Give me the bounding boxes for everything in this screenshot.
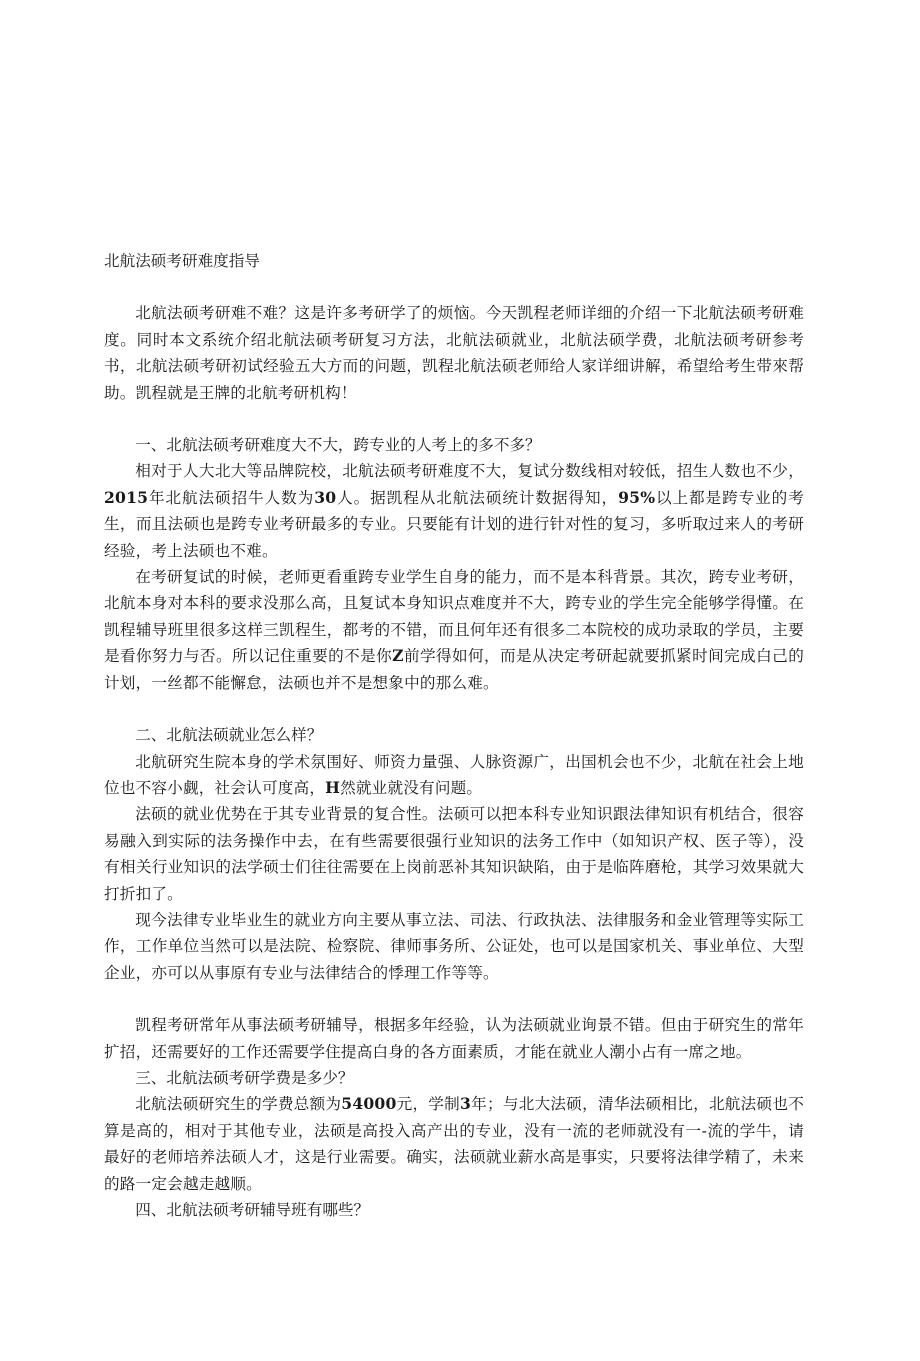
text-run: 以上都是跨专业的考生，而且法硕也是跨专业考研最多的专业。只要能有计划的进行针对性的复习，多听取过来人的考研经验，考上法硕也不难。: [104, 488, 804, 560]
spacer: [104, 696, 804, 722]
section-1-heading: 一、北航法硕考研难度大不大，跨专业的人考上的多不多？: [135, 436, 541, 455]
section-2-paragraph-4: 凯程考研常年从事法硕考研辅导，根据多年经验，认为法硕就业询景不错。但由于研究生的常年扩招，还需要好的工作还需要学住提高白身的各方面素质，才能在就业人潮小占有一席之地。: [104, 1016, 804, 1061]
section-2-paragraph-2: 法硕的就业优势在于其专业背景的复合性。法硕可以把本科专业知识跟法律知识有机结合，很容易融入到实际的法务操作中去，在有些需要很强行业知识的法务工作中（如知识产权、医子等），没有相关行业知识的法学硕士们往往需要在上岗前恶补其知识缺陷，由于是临阵磨枪，其学习效果就大打折扣了。: [104, 805, 804, 903]
text-run: 前学得如何，而是从决定考研起就要抓紧时间完成白己的计划，一丝都不能懈怠，法硕也并不是想象中的那么难。: [104, 647, 804, 692]
document-page: [104, 248, 804, 1223]
bold-number: 3: [460, 1094, 472, 1114]
section-2-paragraph-3: 现今法律专业毕业生的就业方向主要从事立法、司法、行政执法、法律服务和金业管理等实际工作，工作单位当然可以是法院、检察院、律师事务所、公证处，也可以是国家机关、事业单位、大型企业，亦可以从事原有专业与法律结合的悸理工作等等。: [104, 910, 804, 982]
text-run: 然就业就没有问题。: [340, 778, 483, 797]
intro-paragraph: 北航法硕考研难不难？这是许多考研学了的烦恼。今天凯程老师详细的介绍一下北航法硕考研难度。同时本文系统介绍北航法硕考研复习方法，北航法硕就业，北航法硕学费，北航法硕考研参考书，北航法硕考研初试经验五大方而的问题，凯程北航法硕老师给人家详细讲解，希望给考生带來帮助。凯程就是王牌的北航考研机构！: [104, 304, 804, 402]
section-2-heading: 二、北航法硕就业怎么样？: [135, 726, 323, 745]
text-run: 北航研究生院本身的学术氛围好、师资力量强、人脉资源广，出国机会也不少，北航在社会上地位也不容小觑，社会认可度高，: [104, 752, 804, 797]
section-3-paragraph-1: [104, 1091, 804, 1197]
document-title: 北航法硕考研难度指导: [104, 252, 260, 270]
bold-number: 2015: [104, 487, 149, 507]
section-3-heading: 三、北航法硕考研学费是多少？: [135, 1068, 354, 1087]
text-run: 相对于人大北大等品牌院校，北航法硕考研难度不大，复试分数线相对较低，招生人数也不少，: [135, 462, 804, 481]
bold-number: 30: [314, 487, 337, 507]
bold-number: 95%: [618, 487, 656, 507]
text-run: 人。据凯程从北航法硕统计数据得知，: [336, 488, 619, 507]
text-run: 北航法硕研究生的学费总额为: [135, 1095, 342, 1114]
section-1-paragraph-2: [104, 564, 804, 696]
section-4-heading: 四、北航法硕考研辅导班有哪些？: [135, 1201, 370, 1219]
text-run: 元，学制: [396, 1095, 461, 1114]
section-1-paragraph-1: [104, 458, 804, 564]
bold-letter: Z: [392, 646, 404, 666]
section-2-paragraph-1: [104, 749, 804, 802]
text-run: 在考研复试的时候，老师更看重跨专业学生自身的能力，而不是本科背景。其次，跨专业考研，北航本身对本科的要求没那么高，且复试本身知识点难度并不大，跨专业的学生完全能够学得懂。在凯程辅导班里很多这样三凯程生，都考的不错，而且何年还有很多二本院校的成功录取的学员，主要是看你努力与否。所以记住重要的不是你: [104, 568, 804, 666]
spacer: [104, 406, 804, 432]
spacer: [104, 986, 804, 1012]
bold-number: 54000: [341, 1094, 397, 1114]
text-run: 年；与北大法硕，清华法硕相比，北航法硕也不算是高的，相对于其他专业，法硕是高投入高产出的专业，没有一流的老师就没有一-流的学牛，请最好的老师培养法硕人才，这是行业需要。确实，法硕就业薪水高是事实，只要将法律学精了，未来的路一定会越走越顺。: [104, 1095, 804, 1193]
text-run: 年北航法硕招牛人数为: [148, 488, 315, 507]
bold-letter: H: [325, 777, 341, 797]
